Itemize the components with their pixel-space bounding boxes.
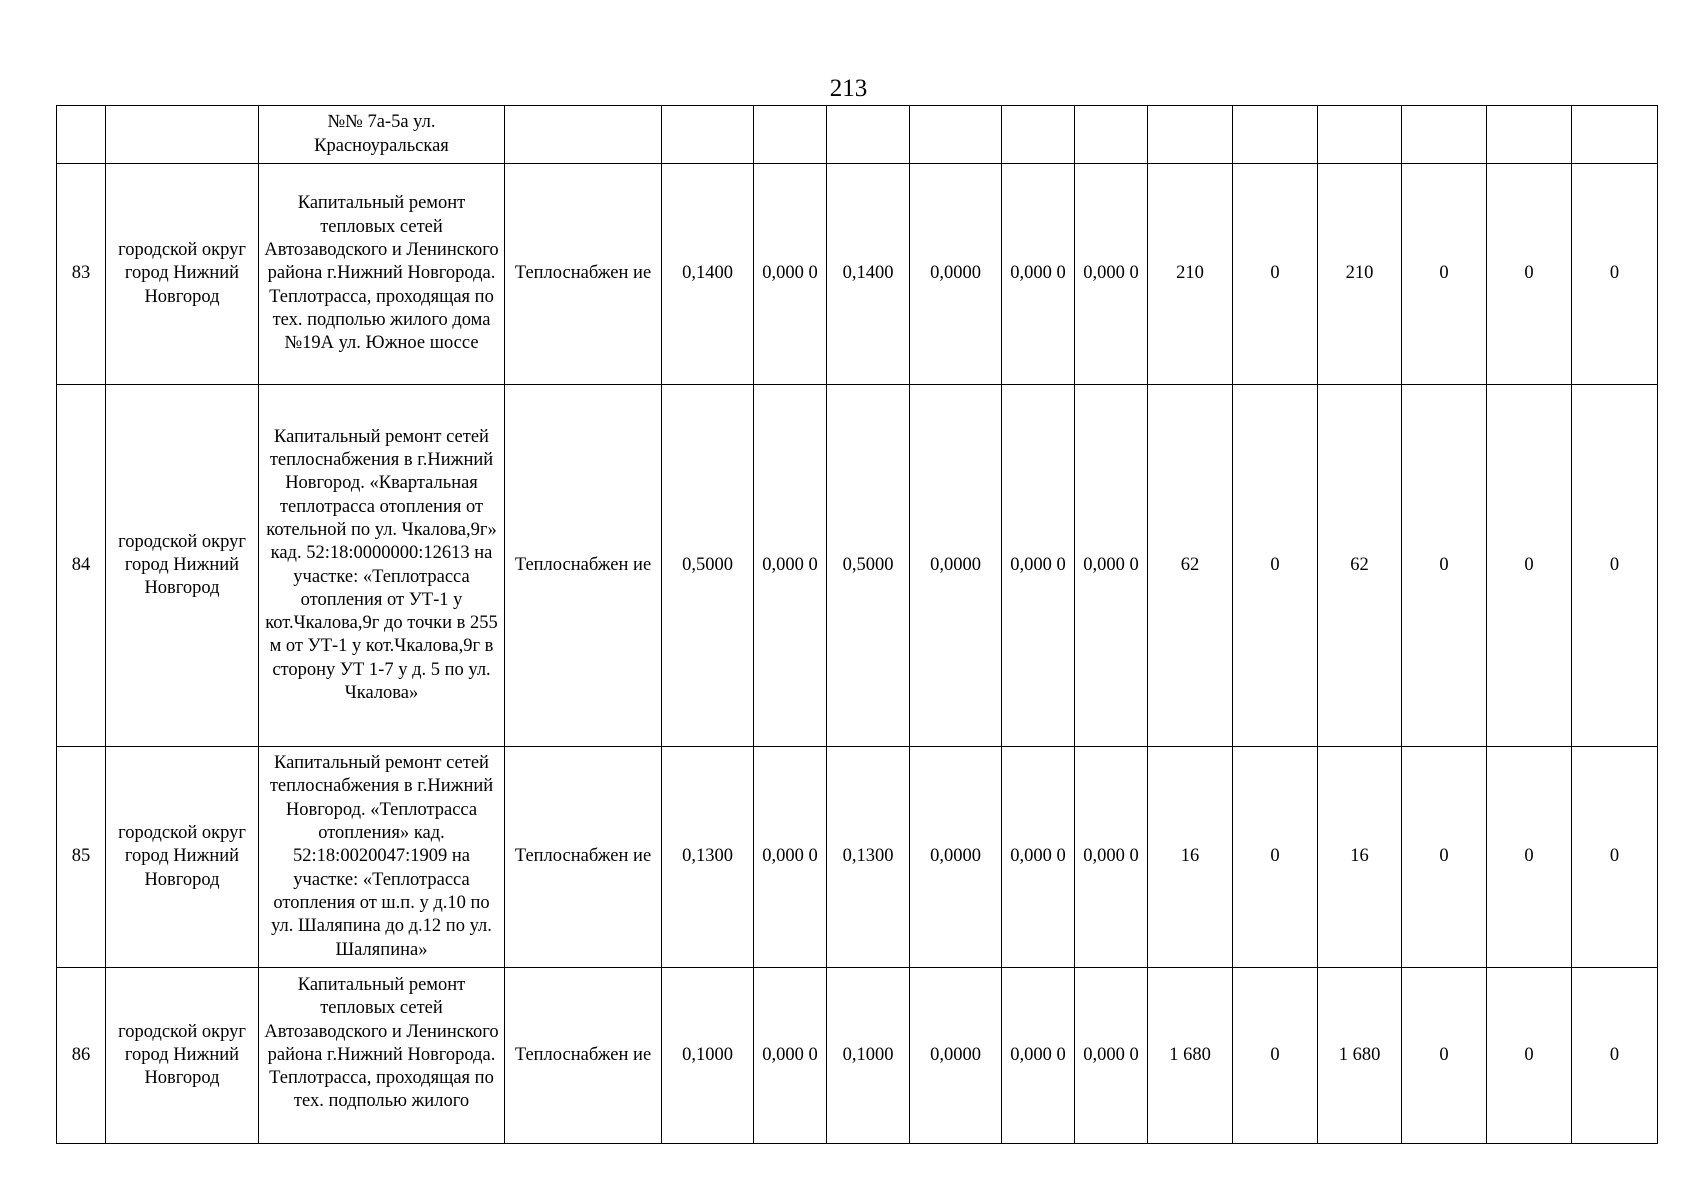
table-row — [57, 385, 1658, 747]
value-cell: 0,1400 — [827, 164, 910, 385]
value-cell: 0 — [1572, 164, 1658, 385]
value-cell: 0 — [1572, 968, 1658, 1144]
type-cell — [505, 106, 662, 164]
description-cell: Капитальный ремонт сетей теплоснабжения в г.Нижний Новгород. «Теплотрасса отопления» кад. 52:18:0020047:1909 на участке: «Теплотрасса отопления от ш.п. у д.10 по ул. Шаляпина до д.12 по ул. Шаляпина» — [259, 747, 505, 968]
type-cell: Теплоснабжен ие — [505, 968, 662, 1144]
value-cell: 16 — [1318, 747, 1402, 968]
value-cell — [1148, 106, 1233, 164]
value-cell — [1402, 106, 1487, 164]
value-cell: 0,000 0 — [754, 385, 827, 747]
type-cell: Теплоснабжен ие — [505, 747, 662, 968]
value-cell: 0,1300 — [827, 747, 910, 968]
value-cell: 0,000 0 — [1002, 385, 1075, 747]
value-cell — [1572, 106, 1658, 164]
value-cell: 0,000 0 — [1075, 385, 1148, 747]
value-cell — [1233, 106, 1318, 164]
value-cell: 0 — [1487, 747, 1572, 968]
value-cell: 0,000 0 — [1075, 164, 1148, 385]
value-cell: 62 — [1148, 385, 1233, 747]
value-cell: 1 680 — [1148, 968, 1233, 1144]
value-cell — [662, 106, 754, 164]
type-cell: Теплоснабжен ие — [505, 385, 662, 747]
value-cell: 62 — [1318, 385, 1402, 747]
value-cell: 0,000 0 — [1002, 747, 1075, 968]
municipality-cell: городской округ город Нижний Новгород — [106, 968, 259, 1144]
value-cell: 0 — [1487, 968, 1572, 1144]
value-cell: 0,1300 — [662, 747, 754, 968]
value-cell: 0,0000 — [910, 385, 1002, 747]
value-cell — [910, 106, 1002, 164]
value-cell: 0 — [1572, 385, 1658, 747]
value-cell — [1075, 106, 1148, 164]
value-cell: 210 — [1318, 164, 1402, 385]
value-cell: 0,5000 — [827, 385, 910, 747]
value-cell: 0 — [1487, 164, 1572, 385]
program-table — [56, 105, 1658, 1144]
row-number-cell: 86 — [57, 968, 106, 1144]
value-cell: 0,1000 — [662, 968, 754, 1144]
value-cell: 0 — [1487, 385, 1572, 747]
value-cell: 0 — [1233, 164, 1318, 385]
value-cell — [1318, 106, 1402, 164]
value-cell: 0,000 0 — [1002, 164, 1075, 385]
value-cell: 0,0000 — [910, 747, 1002, 968]
value-cell: 0,0000 — [910, 968, 1002, 1144]
value-cell — [754, 106, 827, 164]
value-cell — [827, 106, 910, 164]
value-cell: 0 — [1402, 747, 1487, 968]
row-number-cell: 83 — [57, 164, 106, 385]
table-row — [57, 164, 1658, 385]
value-cell: 1 680 — [1318, 968, 1402, 1144]
description-cell: №№ 7а-5а ул. Красноуральская — [259, 106, 505, 164]
value-cell: 0,000 0 — [754, 164, 827, 385]
municipality-cell: городской округ город Нижний Новгород — [106, 747, 259, 968]
row-number-cell: 85 — [57, 747, 106, 968]
value-cell — [1002, 106, 1075, 164]
value-cell: 0,1400 — [662, 164, 754, 385]
table-row — [57, 968, 1658, 1144]
value-cell: 16 — [1148, 747, 1233, 968]
value-cell: 0,000 0 — [1075, 747, 1148, 968]
page-number: 213 — [829, 75, 868, 102]
value-cell: 0 — [1233, 385, 1318, 747]
table-row — [57, 106, 1658, 164]
value-cell: 0 — [1233, 968, 1318, 1144]
value-cell: 0,000 0 — [754, 968, 827, 1144]
value-cell: 210 — [1148, 164, 1233, 385]
value-cell: 0,1000 — [827, 968, 910, 1144]
municipality-cell: городской округ город Нижний Новгород — [106, 385, 259, 747]
description-cell: Капитальный ремонт тепловых сетей Автозаводского и Ленинского района г.Нижний Новгорода. Теплотрасса, проходящая по тех. подполью жилого — [259, 968, 505, 1144]
value-cell: 0,000 0 — [1002, 968, 1075, 1144]
table-row — [57, 747, 1658, 968]
value-cell: 0 — [1402, 164, 1487, 385]
row-number-cell — [57, 106, 106, 164]
value-cell: 0 — [1402, 385, 1487, 747]
value-cell: 0 — [1402, 968, 1487, 1144]
value-cell: 0,5000 — [662, 385, 754, 747]
value-cell: 0 — [1572, 747, 1658, 968]
value-cell: 0,000 0 — [1075, 968, 1148, 1144]
value-cell — [1487, 106, 1572, 164]
description-cell: Капитальный ремонт тепловых сетей Автозаводского и Ленинского района г.Нижний Новгорода. Теплотрасса, проходящая по тех. подполью жилого дома №19А ул. Южное шоссе — [259, 164, 505, 385]
description-cell: Капитальный ремонт сетей теплоснабжения в г.Нижний Новгород. «Квартальная теплотрасса отопления от котельной по ул. Чкалова,9г» кад. 52:18:0000000:12613 на участке: «Теплотрасса отопления от УТ-1 у кот.Чкалова,9г до точки в 255 м от УТ-1 у кот.Чкалова,9г в сторону УТ 1-7 у д. 5 по ул. Чкалова» — [259, 385, 505, 747]
municipality-cell — [106, 106, 259, 164]
value-cell: 0,0000 — [910, 164, 1002, 385]
type-cell: Теплоснабжен ие — [505, 164, 662, 385]
municipality-cell: городской округ город Нижний Новгород — [106, 164, 259, 385]
row-number-cell: 84 — [57, 385, 106, 747]
value-cell: 0 — [1233, 747, 1318, 968]
value-cell: 0,000 0 — [754, 747, 827, 968]
